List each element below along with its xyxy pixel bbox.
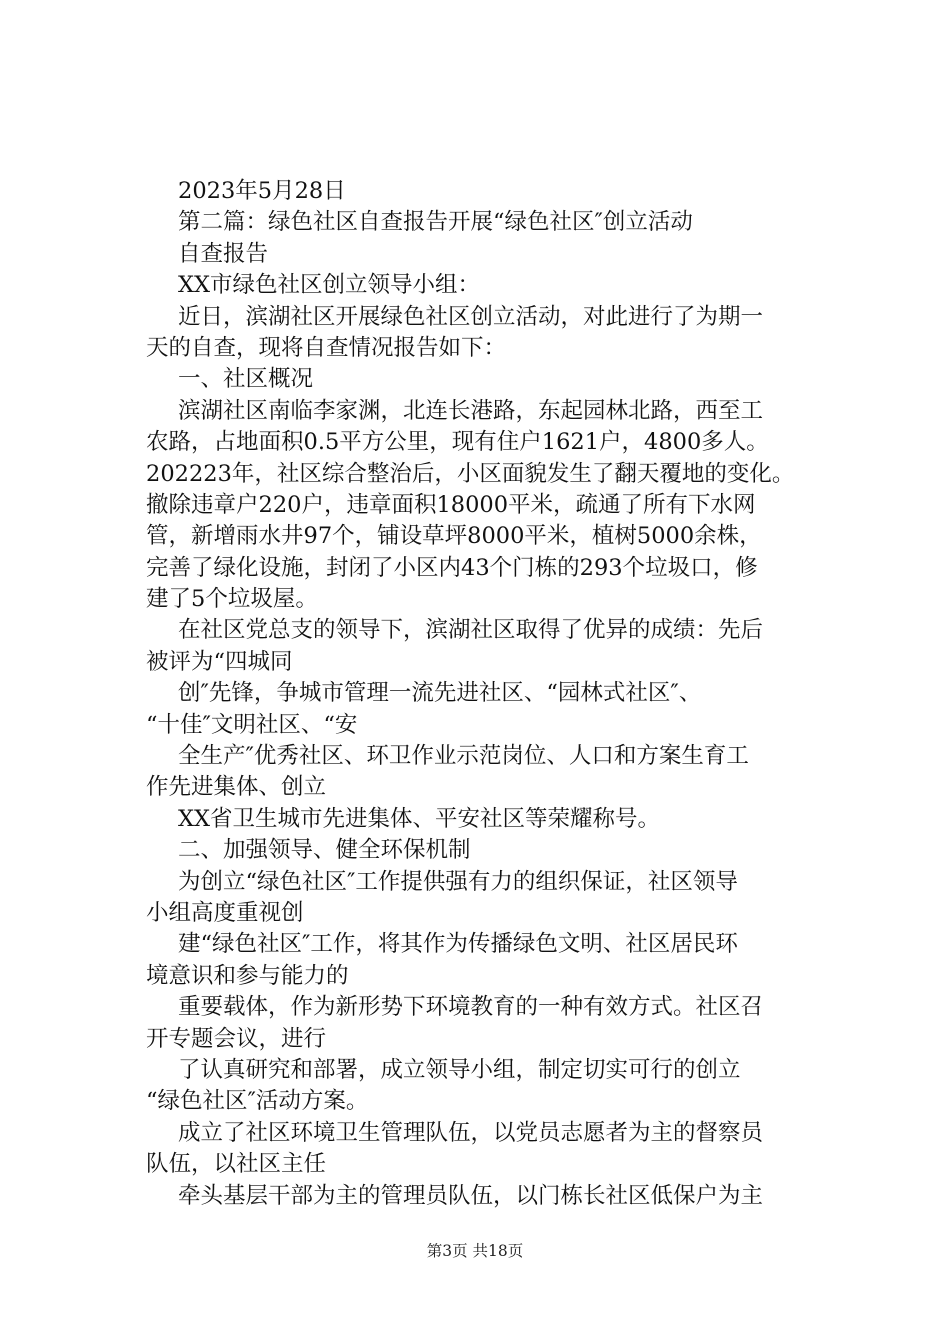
text-line: 境意识和参与能力的	[146, 962, 349, 989]
text-line: 建了5个垃圾屋。	[146, 586, 318, 613]
text-line: 在社区党总支的领导下，滨湖社区取得了优异的成绩：先后	[178, 617, 764, 644]
text-line: “十佳″文明社区、“安	[146, 711, 358, 738]
text-line: 第二篇：绿色社区自查报告开展“绿色社区″创立活动	[178, 209, 693, 236]
text-line: 重要载体，作为新形势下环境教育的一种有效方式。社区召	[178, 994, 764, 1021]
text-line: 2023年5月28日	[178, 178, 346, 204]
text-line: 全生产″优秀社区、环卫作业示范岗位、人口和方案生育工	[178, 743, 749, 770]
text-line: 撤除违章户220户，违章面积18000平米，疏通了所有下水网	[146, 491, 756, 518]
text-line: 管，新增雨水井97个，铺设草坪8000平米，植树5000余株，	[146, 523, 762, 550]
text-line: 自查报告	[178, 240, 269, 267]
text-line: 完善了绿化设施，封闭了小区内43个门栋的293个垃圾口，修	[146, 554, 758, 581]
text-line: 被评为“四城同	[146, 648, 293, 675]
text-line: 二、加强领导、健全环保机制	[178, 837, 471, 864]
text-line: XX市绿色社区创立领导小组：	[178, 272, 481, 299]
text-line: 农路，占地面积0.5平方公里，现有住户1621户，4800多人。	[146, 429, 769, 456]
text-line: 创″先锋，争城市管理一流先进社区、“园林式社区″、	[178, 680, 702, 707]
text-line: 202223年，社区综合整治后，小区面貌发生了翻天覆地的变化。	[146, 460, 795, 487]
document-body	[146, 176, 846, 1212]
text-line: 了认真研究和部署，成立领导小组，制定切实可行的创立	[178, 1056, 741, 1083]
text-line: 牵头基层干部为主的管理员队伍，以门栋长社区低保户为主	[178, 1182, 764, 1209]
text-line: 小组高度重视创	[146, 899, 304, 926]
text-line: XX省卫生城市先进集体、平安社区等荣耀称号。	[178, 805, 661, 832]
text-line: 一、社区概况	[178, 366, 314, 393]
text-line: 作先进集体、创立	[146, 774, 327, 801]
text-line: 队伍，以社区主任	[146, 1151, 327, 1178]
page-footer: 第3页 共18页	[426, 1242, 524, 1260]
text-line: 开专题会议，进行	[146, 1025, 327, 1052]
text-line: 成立了社区环境卫生管理队伍，以党员志愿者为主的督察员	[178, 1119, 764, 1146]
text-line: 建“绿色社区″工作，将其作为传播绿色文明、社区居民环	[178, 931, 738, 958]
text-line: “绿色社区″活动方案。	[146, 1088, 369, 1115]
text-line: 滨湖社区南临李家渊，北连长港路，东起园林北路，西至工	[178, 397, 764, 424]
text-line: 天的自查，现将自查情况报告如下：	[146, 334, 507, 361]
text-line: 近日，滨湖社区开展绿色社区创立活动，对此进行了为期一	[178, 303, 764, 330]
text-line: 为创立“绿色社区″工作提供强有力的组织保证，社区领导	[178, 868, 738, 895]
